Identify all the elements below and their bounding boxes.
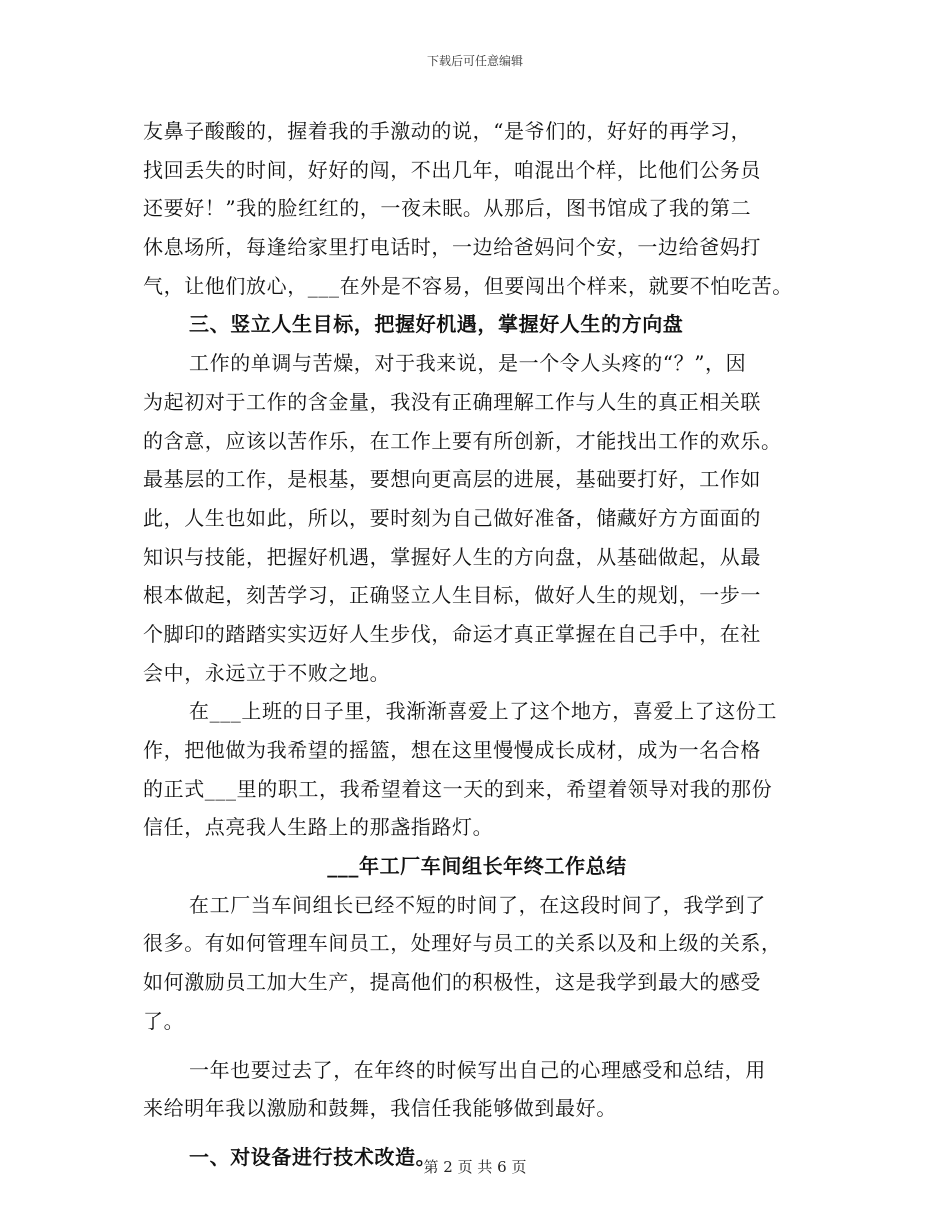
paragraph-line: 知识与技能，把握好机遇，掌握好人生的方向盘，从基础做起，从最 (143, 544, 761, 569)
paragraph-line: 在工厂当车间组长已经不短的时间了，在这段时间了，我学到了 (189, 892, 766, 917)
paragraph-line: 最基层的工作，是根基，要想向更高层的进展，基础要打好，工作如 (143, 467, 761, 492)
paragraph-line: 在___上班的日子里，我渐渐喜爱上了这个地方，喜爱上了这份工 (189, 699, 777, 724)
paragraph-line: 还要好！”我的脸红红的，一夜未眠。从那后，图书馆成了我的第二 (143, 196, 752, 221)
paragraph-line: 的含意，应该以苦作乐，在工作上要有所创新，才能找出工作的欢乐。 (143, 428, 782, 453)
page-footer: 第 2 页 共 6 页 (423, 1158, 527, 1176)
paragraph-line: 个脚印的踏踏实实迈好人生步伐，命运才真正掌握在自己手中，在社 (143, 621, 761, 646)
paragraph-line: 友鼻子酸酸的，握着我的手激动的说，“是爷们的，好好的再学习， (143, 119, 752, 143)
paragraph-spacer (143, 1128, 811, 1138)
paragraph-line: 信任，点亮我人生路上的那盏指路灯。 (143, 815, 494, 840)
paragraph-line: 为起初对于工作的含金量，我没有正确理解工作与人生的真正相关联 (143, 389, 761, 414)
paragraph-line: 气，让他们放心，___在外是不容易，但要闯出个样来，就要不怕吃苦。 (143, 273, 793, 298)
paragraph-line: 一年也要过去了，在年终的时候写出自己的心理感受和总结，用 (189, 1057, 766, 1082)
paragraph-line: 此，人生也如此，所以，要时刻为自己做好准备，储藏好方方面面的 (143, 505, 761, 530)
paragraph-line: 找回丢失的时间，好好的闯，不出几年，咱混出个样，比他们公务员 (143, 157, 761, 182)
section-heading: 三、竖立人生目标，把握好机遇，掌握好人生的方向盘 (189, 312, 684, 337)
paragraph-line: 休息场所，每逢给家里打电话时，一边给爸妈问个安，一边给爸妈打 (143, 235, 761, 260)
document-body (143, 112, 811, 1177)
paragraph-line: 如何激励员工加大生产，提高他们的积极性，这是我学到最大的感受 (143, 970, 761, 995)
paragraph-line: 作，把他做为我希望的摇篮，想在这里慢慢成长成材，成为一名合格 (143, 738, 761, 762)
paragraph-line: 工作的单调与苦燥，对于我来说，是一个令人头疼的“？”，因 (189, 351, 747, 376)
paragraph-line: 会中，永远立于不败之地。 (143, 660, 391, 685)
paragraph-spacer (143, 1041, 811, 1051)
page-header: 下载后可任意编辑 (426, 54, 523, 68)
paragraph-line: 来给明年我以激励和鼓舞，我信任我能够做到最好。 (143, 1096, 617, 1121)
section-heading: 一、对设备进行技术改造。 (189, 1144, 437, 1169)
paragraph-line: 根本做起，刻苦学习，正确竖立人生目标，做好人生的规划，一步一 (143, 583, 761, 608)
paragraph-line: 了。 (143, 1008, 185, 1033)
paragraph-line: 很多。有如何管理车间员工，处理好与员工的关系以及和上级的关系， (143, 931, 782, 956)
paragraph-line: 的正式___里的职工，我希望着这一天的到来，希望着领导对我的那份 (143, 776, 773, 801)
document-title: ___年工厂车间组长年终工作总结 (327, 854, 627, 879)
